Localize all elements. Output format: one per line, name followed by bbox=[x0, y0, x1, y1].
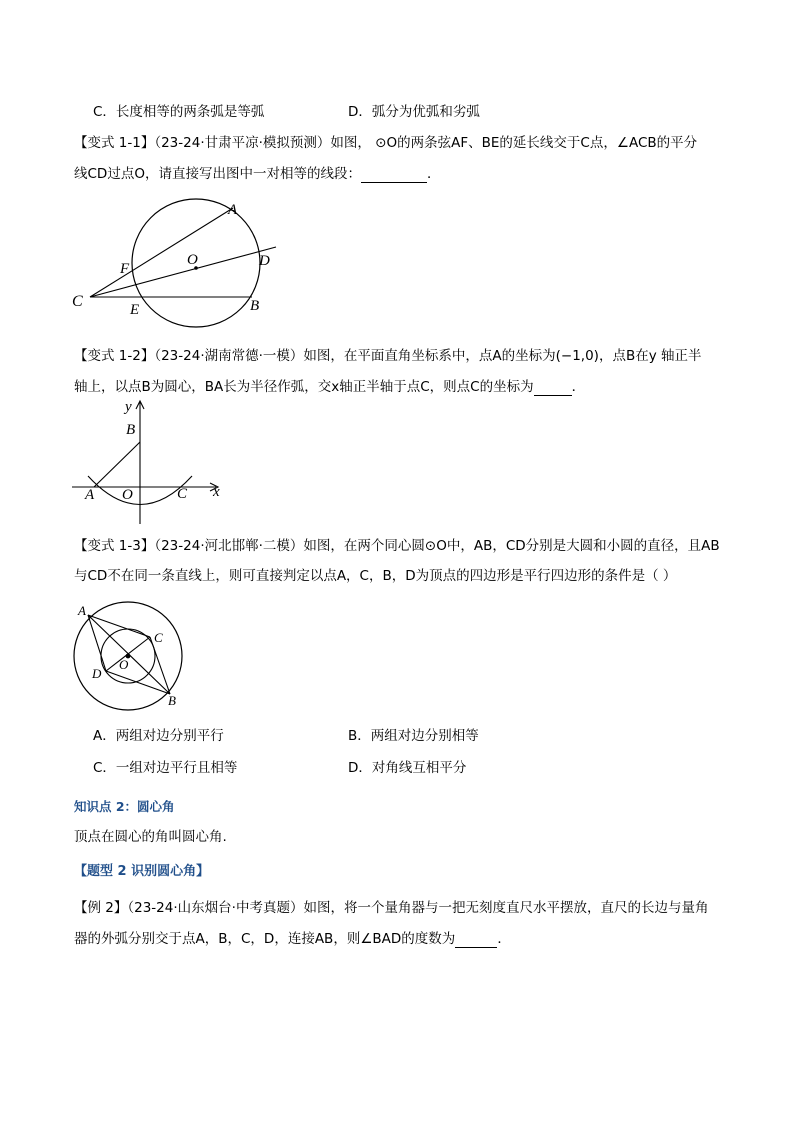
example-2-line1: 【例 2】（23-24·山东烟台·中考真题）如图，将一个量角器与一把无刻度直尺水平摆放，直尺的长边与量角 bbox=[74, 900, 709, 916]
option-b: B．两组对边分别相等 bbox=[348, 728, 479, 744]
label-d: D bbox=[92, 666, 102, 681]
label-a: A bbox=[78, 603, 86, 618]
question-v11-line2: 线CD过点O，请直接写出图中一对相等的线段： ． bbox=[74, 166, 441, 182]
label-b: B bbox=[168, 693, 176, 708]
label-o: O bbox=[122, 487, 133, 503]
answer-blank bbox=[361, 168, 427, 183]
question-v11-line1: 【变式 1-1】（23-24·甘肃平凉·模拟预测）如图， ⊙O的两条弦AF、BE的延长线交于C点，∠ACB的平分 bbox=[74, 135, 698, 151]
answer-blank bbox=[455, 933, 497, 948]
label-y: y bbox=[125, 399, 132, 415]
label-c: C bbox=[177, 486, 188, 502]
question-v13-line1: 【变式 1-3】（23-24·河北邯郸·二模）如图，在两个同心圆⊙O中，AB，CD分别是大圆和小圆的直径，且AB bbox=[74, 538, 720, 554]
figure-v13 bbox=[66, 598, 196, 708]
label-f: F bbox=[120, 261, 130, 277]
label-a: A bbox=[228, 202, 238, 218]
question-v12-line1: 【变式 1-2】（23-24·湖南常德·一模）如图，在平面直角坐标系中，点A的坐标为(−1,0)，点B在y 轴正半 bbox=[74, 348, 702, 364]
label-c: C bbox=[154, 630, 163, 645]
question-v12-line2: 轴上，以点B为圆心，BA长为半径作弧，交x轴正半轴于点C，则点C的坐标为 ． bbox=[74, 379, 586, 395]
example-2-line2: 器的外弧分别交于点A，B，C，D，连接AB，则∠BAD的度数为 ． bbox=[74, 931, 511, 947]
option-a: A．两组对边分别平行 bbox=[93, 728, 224, 744]
answer-blank bbox=[534, 381, 572, 396]
label-b: B bbox=[250, 298, 260, 314]
option-c: C．长度相等的两条弧是等弧 bbox=[93, 104, 265, 120]
label-x: x bbox=[213, 484, 220, 500]
option-d: D．对角线互相平分 bbox=[348, 760, 467, 776]
label-b: B bbox=[126, 422, 136, 438]
question-v13-line2: 与CD不在同一条直线上，则可直接判定以点A，C，B，D为顶点的四边形是平行四边形的条件是（ ） bbox=[74, 568, 677, 584]
label-e: E bbox=[130, 302, 140, 318]
option-c: C．一组对边平行且相等 bbox=[93, 760, 238, 776]
option-d: D．弧分为优弧和劣弧 bbox=[348, 104, 480, 120]
label-o: O bbox=[187, 252, 198, 268]
figure-v11 bbox=[60, 190, 300, 320]
label-d: D bbox=[259, 253, 270, 269]
label-a: A bbox=[85, 487, 95, 503]
question-type-title: 【题型 2 识别圆心角】 bbox=[74, 864, 210, 879]
knowledge-point-text: 顶点在圆心的角叫圆心角. bbox=[74, 829, 227, 845]
label-c: C bbox=[72, 293, 83, 310]
figure-v12 bbox=[66, 398, 236, 530]
label-o: O bbox=[119, 657, 129, 672]
knowledge-point-title: 知识点 2：圆心角 bbox=[74, 799, 175, 814]
